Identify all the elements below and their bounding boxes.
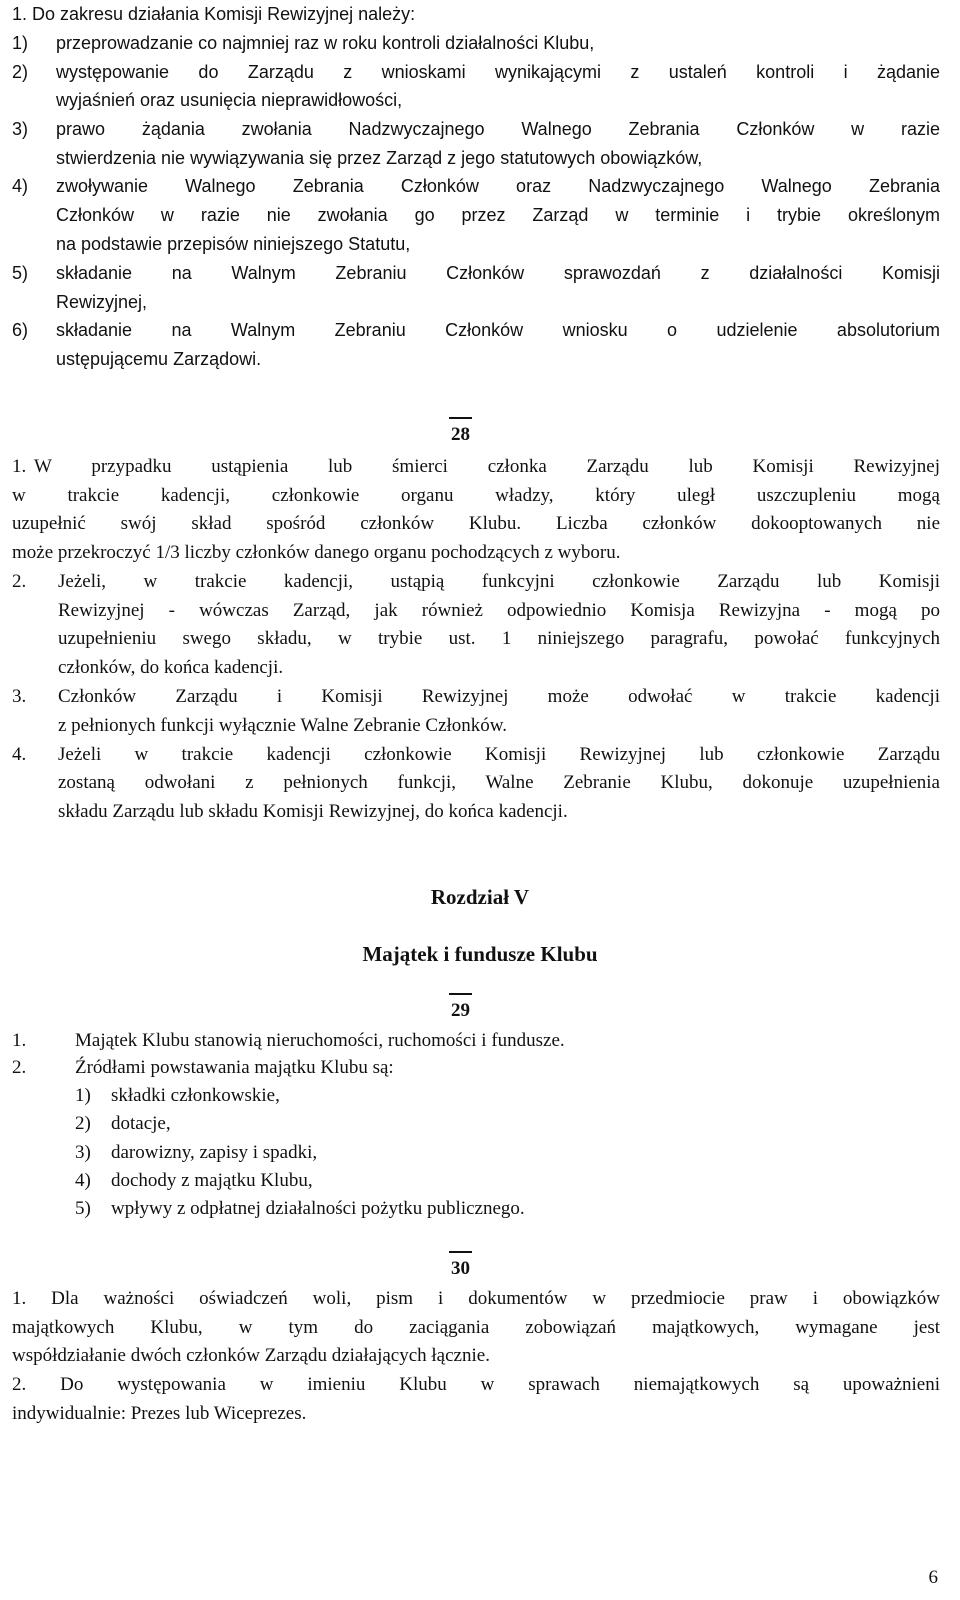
item-line: występowanie do Zarządu z wnioskami wynikającymi z ustaleń kontroli i żądanie [56, 62, 940, 82]
paragraph-line: Jeżeli, w trakcie kadencji, ustąpią funkcyjni członkowie Zarządu lub Komisji [58, 571, 940, 592]
paragraph-line: w trakcie kadencji, członkowie organu władzy, który uległ uszczupleniu mogą [12, 485, 940, 506]
item-line: zwoływanie Walnego Zebrania Członków oraz Nadzwyczajnego Walnego Zebrania [56, 176, 940, 196]
item-line: składanie na Walnym Zebraniu Członków sprawozdań z działalności Komisji [56, 263, 940, 283]
paragraph-line: indywidualnie: Prezes lub Wiceprezes. [12, 1403, 307, 1424]
section-30-heading [451, 1256, 470, 1282]
paragraph-line: majątkowych Klubu, w tym do zaciągania zobowiązań majątkowych, wymagane jest [12, 1317, 940, 1338]
section-27-intro: 1. Do zakresu działania Komisji Rewizyjnej należy: [12, 4, 416, 24]
section-29-heading [451, 998, 470, 1024]
item-number: 3) [12, 119, 29, 139]
paragraph-number: 2. [12, 571, 27, 592]
list-item-number: 2) [75, 1113, 91, 1134]
item-line: na podstawie przepisów niniejszego Statutu, [56, 234, 411, 254]
paragraph-line: Rewizyjnej - wówczas Zarząd, jak również odpowiednio Komisja Rewizyjna - mogą po [58, 600, 940, 621]
paragraph-line: członków, do końca kadencji. [58, 657, 284, 678]
list-item-number: 1) [75, 1085, 91, 1106]
list-item-number: 5) [75, 1198, 91, 1219]
paragraph-line: składu Zarządu lub składu Komisji Rewizyjnej, do końca kadencji. [58, 801, 568, 822]
item-line: składanie na Walnym Zebraniu Członków wniosku o udzielenie absolutorium [56, 320, 940, 340]
list-item: dochody z majątku Klubu, [111, 1170, 313, 1191]
paragraph-line: zostaną odwołani z pełnionych funkcji, Walne Zebranie Klubu, dokonuje uzupełnienia [58, 772, 940, 793]
paragraph-line: uzupełnić swój skład spośród członków Klubu. Liczba członków dokooptowanych nie [12, 513, 940, 534]
list-item: darowizny, zapisy i spadki, [111, 1142, 318, 1163]
item-number: 6) [12, 320, 29, 340]
paragraph-number: 1. [12, 1030, 27, 1051]
item-number: 5) [12, 263, 29, 283]
paragraph-line: 1. Dla ważności oświadczeń woli, pism i dokumentów w przedmiocie praw i obowiązków [12, 1288, 940, 1309]
list-item: wpływy z odpłatnej działalności pożytku publicznego. [111, 1198, 525, 1219]
paragraph-number: 1. [12, 456, 27, 477]
paragraph-line: uzupełnieniu swego składu, w trybie ust. 1 niniejszego paragrafu, powołać funkcyjnych [58, 628, 940, 649]
paragraph-number: 30 [451, 1256, 470, 1282]
item-line: wyjaśnień oraz usunięcia nieprawidłowości, [56, 90, 403, 110]
paragraph-line: może przekroczyć 1/3 liczby członków danego organu pochodzących z wyboru. [12, 542, 621, 563]
paragraph-line: Jeżeli w trakcie kadencji członkowie Komisji Rewizyjnej lub członkowie Zarządu [58, 744, 940, 765]
item-line: stwierdzenia nie wywiązywania się przez Zarząd z jego statutowych obowiązków, [56, 148, 703, 168]
item-number: 2) [12, 62, 29, 82]
paragraph-line: 2. Do występowania w imieniu Klubu w sprawach niemajątkowych są upoważnieni [12, 1374, 940, 1395]
paragraph-number: 4. [12, 744, 27, 765]
paragraph-number: 2. [12, 1057, 27, 1078]
paragraph-number: 28 [451, 422, 470, 448]
section-28-heading [451, 422, 470, 448]
paragraph-line: Źródłami powstawania majątku Klubu są: [75, 1057, 394, 1078]
item-line: Rewizyjnej, [56, 292, 148, 312]
item-line: Członków w razie nie zwołania go przez Zarząd w terminie i trybie określonym [56, 205, 940, 225]
chapter-title: Rozdział V [430, 885, 530, 909]
chapter-subtitle: Majątek i fundusze Klubu [362, 942, 598, 966]
item-number: 1) [12, 33, 29, 53]
item-number: 4) [12, 176, 29, 196]
page-number: 6 [928, 1567, 938, 1588]
paragraph-line: Członków Zarządu i Komisji Rewizyjnej może odwołać w trakcie kadencji [58, 686, 940, 707]
paragraph-line: z pełnionych funkcji wyłącznie Walne Zebranie Członków. [58, 715, 508, 736]
paragraph-line: współdziałanie dwóch członków Zarządu działających łącznie. [12, 1345, 490, 1366]
item-line: prawo żądania zwołania Nadzwyczajnego Walnego Zebrania Członków w razie [56, 119, 940, 139]
paragraph-line: W przypadku ustąpienia lub śmierci członka Zarządu lub Komisji Rewizyjnej [34, 456, 940, 477]
item-line: ustępującemu Zarządowi. [56, 349, 262, 369]
list-item-number: 4) [75, 1170, 91, 1191]
paragraph-number: 29 [451, 998, 470, 1024]
list-item-number: 3) [75, 1142, 91, 1163]
list-item: dotacje, [111, 1113, 171, 1134]
paragraph-number: 3. [12, 686, 27, 707]
paragraph-line: Majątek Klubu stanowią nieruchomości, ruchomości i fundusze. [75, 1030, 565, 1051]
list-item: składki członkowskie, [111, 1085, 280, 1106]
item-line: przeprowadzanie co najmniej raz w roku kontroli działalności Klubu, [56, 33, 595, 53]
